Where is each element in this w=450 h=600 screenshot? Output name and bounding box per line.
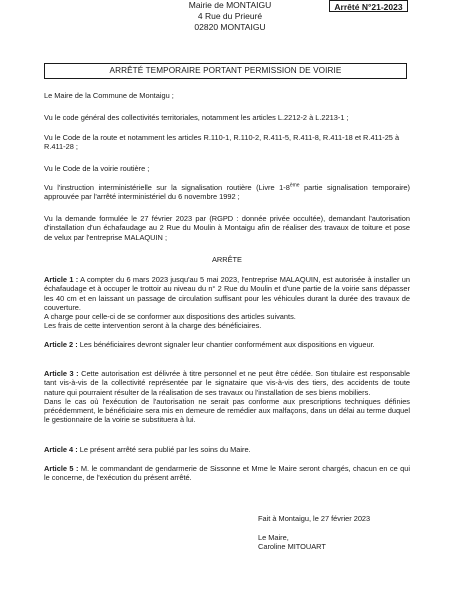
article-text: M. le commandant de gendarmerie de Sissonne et Mme le Maire seront chargés, chacun en ce qui le concerne, de l'exécution du présent arrêté. <box>44 464 411 483</box>
article-5 <box>44 464 410 483</box>
issuer-street: 4 Rue du Prieuré <box>197 11 263 21</box>
signature-place-date: Fait à Montaigu, le 27 février 2023 <box>258 514 371 523</box>
issuer-name: Mairie de MONTAIGU <box>188 0 272 10</box>
article-label: Article 1 : <box>44 275 79 284</box>
article-extra: A charge pour celle-ci de se conformer aux dispositions des articles suivants. <box>44 312 296 322</box>
preamble-instruction-text-end: partie signalisation temporaire) approuvée par l'arrêté interministériel du 6 novembre 1992 ; <box>44 183 410 202</box>
article-label: Article 5 : <box>44 464 79 473</box>
preamble-instruction <box>44 183 410 202</box>
arrete-heading: ARRÊTE <box>212 255 242 264</box>
article-text: Le présent arrêté sera publié par les soins du Maire. <box>77 445 251 454</box>
article-4 <box>44 445 410 454</box>
preamble-request: Vu la demande formulée le 27 février 2023 par (RGPD : donnée privée occultée), demandant l'autorisation d'installation d'un échafaudage au 2 Rue du Moulin à Montaigu afin de réaliser des travaux de toiture et pose de velux par l'entreprise MALAQUIN ; <box>44 214 410 242</box>
article-3 <box>44 369 410 425</box>
article-extra: Les frais de cette intervention seront à la charge des bénéficiaires. <box>44 321 262 331</box>
issuer-city: 02820 MONTAIGU <box>194 22 266 32</box>
article-text: Cette autorisation est délivrée à titre personnel et ne peut être cédée. Son titulaire est responsable tant vis-à-vis de la collectivité représentée par le signataire que vis-à-vis des tiers, des accidents de toute nature qui pourraient résulter de la réalisation de ses travaux ou l'installation de ses biens mobiliers. <box>44 369 410 397</box>
article-label: Article 4 : <box>44 445 78 454</box>
preamble-code-route: Vu le Code de la route et notamment les articles R.110-1, R.110-2, R.411-5, R.411-8, R.411-18 et R.411-25 à R.411-28 ; <box>44 133 400 152</box>
signature-role: Le Maire, <box>258 533 289 542</box>
issuer-address <box>160 0 300 33</box>
article-extra: Dans le cas où l'exécution de l'autorisation ne serait pas conforme aux prescriptions techniques définies précédemment, le bénéficiaire sera mis en demeure de remédier aux malfaçons, dans un délai au terme duquel le gestionnaire de la voirie se substituera à lui. <box>44 396 410 425</box>
article-2 <box>44 340 410 349</box>
preamble-mayor: Le Maire de la Commune de Montaigu ; <box>44 91 174 100</box>
signature-name: Caroline MITOUART <box>258 542 326 551</box>
preamble-code-voirie: Vu le Code de la voirie routière ; <box>44 164 150 173</box>
preamble-instruction-superscript: ème <box>289 182 300 189</box>
article-label: Article 2 : <box>44 340 78 349</box>
preamble-cgct: Vu le code général des collectivités territoriales, notamment les articles L.2212-2 à L.2213-1 ; <box>44 113 349 122</box>
article-label: Article 3 : <box>44 369 79 378</box>
article-text: A compter du 6 mars 2023 jusqu'au 5 mai 2023, l'entreprise MALAQUIN, est autorisée à installer un échafaudage et à occuper le trottoir au niveau du n° 2 Rue du Moulin et d'une partie de la voirie sans dépasser les 40 cm et en laissant un passage de circulation suffisant pour les véhicules durant la durée des travaux de couverture. <box>44 275 410 312</box>
article-1 <box>44 275 410 331</box>
document-title: ARRÊTÉ TEMPORAIRE PORTANT PERMISSION DE VOIRIE <box>44 63 407 79</box>
preamble-instruction-text: Vu l'instruction interministérielle sur la signalisation routière (Livre 1-8 <box>44 183 290 192</box>
decree-reference: Arrêté N°21-2023 <box>329 0 408 12</box>
article-text: Les bénéficiaires devront signaler leur chantier conformément aux dispositions en vigueur. <box>77 340 375 349</box>
